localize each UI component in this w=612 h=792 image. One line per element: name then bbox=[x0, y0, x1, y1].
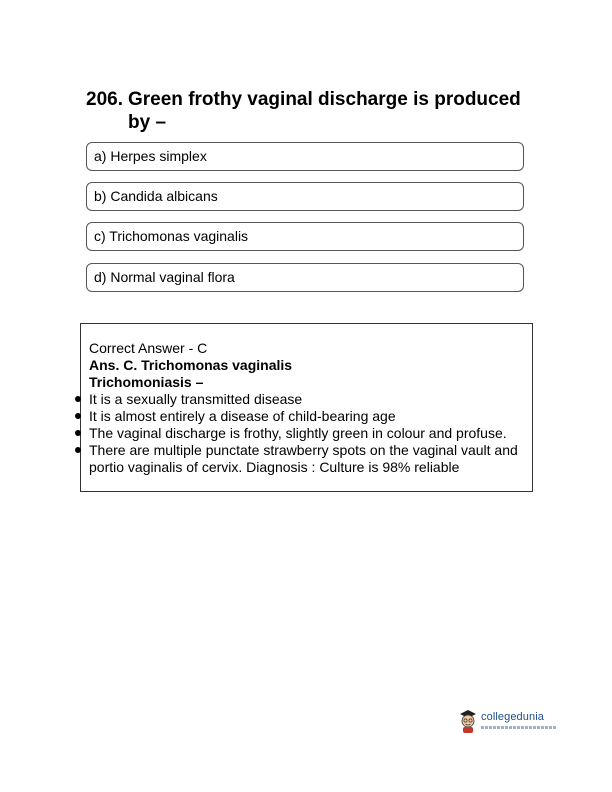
mascot-icon bbox=[457, 708, 479, 734]
logo-tagline bbox=[481, 726, 557, 729]
explanation-list bbox=[89, 391, 529, 476]
correct-answer-label: Correct Answer - C bbox=[89, 340, 208, 356]
logo-text: collegedunia bbox=[481, 711, 544, 723]
bullet-icon bbox=[75, 447, 81, 453]
list-item: It is almost entirely a disease of child-bearing age bbox=[89, 408, 529, 425]
option-b[interactable]: b) Candida albicans bbox=[86, 182, 524, 211]
answer-heading: Ans. C. Trichomonas vaginalis bbox=[89, 357, 293, 373]
collegedunia-logo bbox=[457, 708, 557, 736]
bullet-icon bbox=[75, 413, 81, 419]
list-item: There are multiple punctate strawberry spots on the vaginal vault and portio vaginalis of cervix. Diagnosis : Culture is 98% reliable bbox=[89, 442, 529, 476]
option-d[interactable]: d) Normal vaginal flora bbox=[86, 263, 524, 292]
list-item: The vaginal discharge is frothy, slightly green in colour and profuse. bbox=[89, 425, 529, 442]
question-text: Green frothy vaginal discharge is produced by – bbox=[128, 89, 521, 133]
option-c[interactable]: c) Trichomonas vaginalis bbox=[86, 222, 524, 251]
bullet-icon bbox=[75, 430, 81, 436]
answer-content bbox=[89, 340, 529, 476]
list-item: It is a sexually transmitted disease bbox=[89, 391, 529, 408]
question-heading bbox=[86, 88, 526, 134]
option-a[interactable]: a) Herpes simplex bbox=[86, 142, 524, 171]
answer-explanation-box bbox=[80, 323, 533, 492]
topic-heading: Trichomoniasis – bbox=[89, 374, 204, 390]
bullet-icon bbox=[75, 396, 81, 402]
question-number: 206. bbox=[86, 89, 123, 110]
